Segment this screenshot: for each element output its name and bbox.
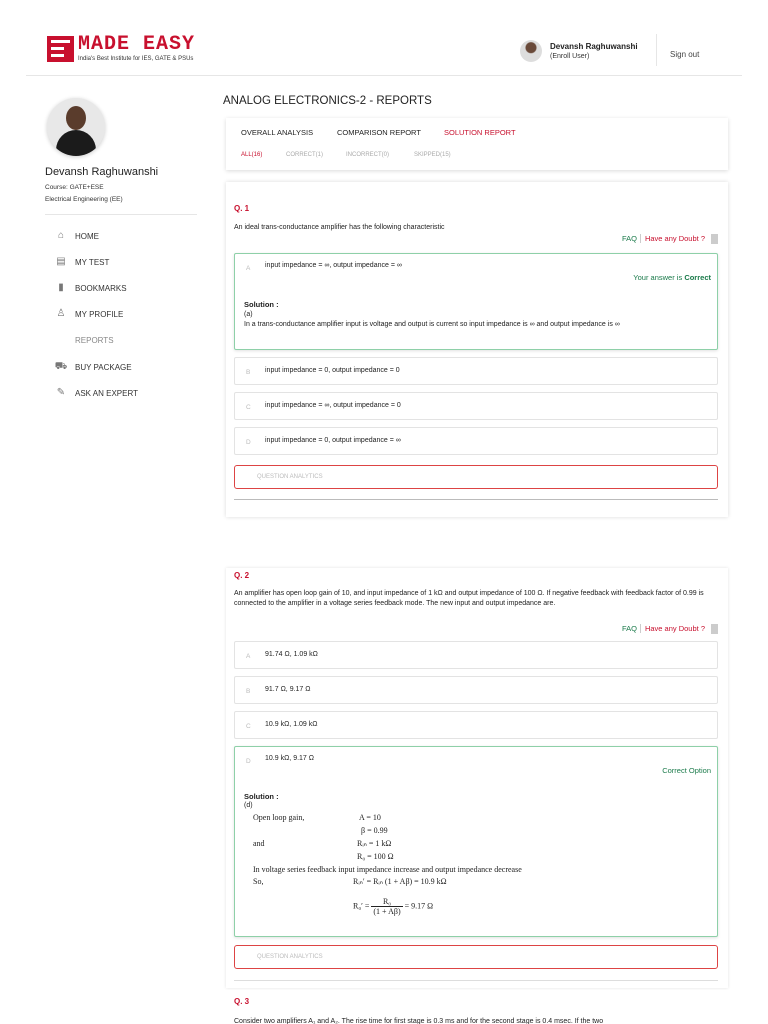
filter-skipped[interactable]: SKIPPED(15)	[414, 152, 451, 158]
page-title: ANALOG ELECTRONICS-2 - REPORTS	[223, 95, 432, 107]
header-divider	[656, 34, 657, 66]
option-text: input impedance = 0, output impedance = ∞	[265, 437, 401, 444]
option-d: D input impedance = 0, output impedance = ∞	[234, 427, 718, 455]
option-text: 10.9 kΩ, 9.17 Ω	[265, 755, 314, 762]
report-tabs	[226, 118, 728, 170]
have-doubt-link[interactable]: Have any Doubt ?	[640, 624, 705, 633]
solution-key: (a)	[244, 311, 253, 318]
sidebar-item-ask-expert[interactable]: ✎ ASK AN EXPERT	[54, 387, 138, 399]
profile-course: Course: GATE+ESE	[45, 184, 104, 191]
filter-all[interactable]: ALL(16)	[241, 152, 263, 158]
solution-key: (d)	[244, 802, 253, 809]
option-a	[234, 253, 718, 350]
bookmark-icon[interactable]	[711, 624, 718, 634]
faq-link[interactable]: FAQ	[621, 624, 637, 633]
question-card-3	[226, 990, 728, 1024]
profile-avatar	[47, 98, 105, 156]
user-icon: ♙	[56, 308, 66, 319]
faq-doubt-bar	[622, 234, 718, 244]
header-user-name: Devansh Raghuwanshi	[550, 42, 638, 51]
sidebar-divider	[45, 214, 197, 215]
option-c: C 10.9 kΩ, 1.09 kΩ	[234, 711, 718, 739]
option-letter: A	[246, 265, 251, 272]
sidebar-item-my-profile[interactable]: ♙ MY PROFILE	[54, 308, 123, 320]
question-card-1	[226, 182, 728, 517]
sidebar-item-my-test[interactable]: ▤ MY TEST	[54, 256, 109, 268]
profile-branch: Electrical Engineering (EE)	[45, 196, 123, 203]
logo-tagline: India's Best Institute for IES, GATE & PSUs	[78, 56, 194, 62]
option-d: D 10.9 kΩ, 9.17 Ω Correct Option Solution : (d) Open loop gain, A = 10 β = 0.99 and Rᵢₙ = 1 kΩ R₀ = 100 Ω In voltage series feedback input impedance increase and output impedance decrease So, Rᵢₙ′ = Rᵢₙ (1 + Aβ) = 10.9 kΩ R₀′ = $\frac{\text{R₀}}{(1 + A\beta)}$ = 9.17 Ω	[234, 746, 718, 937]
option-text: 91.74 Ω, 1.09 kΩ	[265, 651, 318, 658]
have-doubt-link[interactable]: Have any Doubt ?	[640, 234, 705, 243]
made-easy-logo[interactable]	[47, 33, 196, 62]
answer-status: Your answer is Correct	[633, 273, 711, 282]
solution-heading: Solution :	[244, 300, 279, 309]
question-text: Consider two amplifiers A₁ and A₂. The rise time for first stage is 0.3 ms and for the second stage is 0.4 msec. If the two	[234, 1018, 604, 1024]
bookmark-icon[interactable]	[711, 234, 718, 244]
question-number: Q. 3	[234, 997, 250, 1006]
sidebar-item-bookmarks[interactable]: ▮ BOOKMARKS	[54, 282, 127, 294]
profile-name: Devansh Raghuwanshi	[45, 166, 159, 178]
question-card-2	[226, 568, 728, 988]
faq-link[interactable]: FAQ	[621, 234, 637, 243]
home-icon: ⌂	[57, 230, 65, 241]
question-number: Q. 1	[234, 204, 250, 213]
header-user[interactable]	[520, 40, 638, 62]
tab-overall-analysis[interactable]: OVERALL ANALYSIS	[241, 128, 314, 137]
option-text: input impedance = ∞, output impedance = 0	[265, 402, 401, 409]
correct-option-label: Correct Option	[662, 766, 711, 775]
logo-mark-icon	[47, 36, 74, 62]
sidebar-item-home[interactable]: ⌂ HOME	[54, 230, 99, 242]
cart-icon: ⛟	[54, 361, 68, 372]
option-b: B input impedance = 0, output impedance = 0	[234, 357, 718, 385]
option-a: A 91.74 Ω, 1.09 kΩ	[234, 641, 718, 669]
header-avatar	[520, 40, 542, 62]
solution-heading: Solution :	[244, 792, 279, 801]
option-text: input impedance = 0, output impedance = 0	[265, 367, 400, 374]
faq-doubt-bar	[622, 624, 718, 634]
question-text: An ideal trans-conductance amplifier has the following characteristic	[234, 224, 445, 231]
tab-comparison-report[interactable]: COMPARISON REPORT	[337, 128, 421, 137]
question-number: Q. 2	[234, 571, 250, 580]
question-analytics-button[interactable]: QUESTION ANALYTICS	[234, 945, 718, 969]
option-b: B 91.7 Ω, 9.17 Ω	[234, 676, 718, 704]
option-c: C input impedance = ∞, output impedance = 0	[234, 392, 718, 420]
sign-out-link[interactable]: Sign out	[670, 50, 700, 59]
option-text: 91.7 Ω, 9.17 Ω	[265, 686, 311, 693]
sidebar-item-reports[interactable]: REPORTS	[75, 335, 114, 345]
solution-math: Open loop gain, A = 10 β = 0.99 and Rᵢₙ = 1 kΩ R₀ = 100 Ω In voltage series feedback input impedance increase and output impedance decrease So, Rᵢₙ′ = Rᵢₙ (1 + Aβ) = 10.9 kΩ R₀′ = $\frac{\text{R₀}}{(1 + A\beta)}$ = 9.17 Ω	[253, 813, 522, 916]
expert-icon: ✎	[56, 387, 66, 398]
logo-title: MADE EASY	[78, 33, 196, 56]
question-analytics-button[interactable]: QUESTION ANALYTICS	[234, 465, 718, 489]
tab-solution-report[interactable]: SOLUTION REPORT	[444, 128, 516, 137]
filter-incorrect[interactable]: INCORRECT(0)	[346, 152, 389, 158]
top-header	[26, 26, 742, 76]
filter-correct[interactable]: CORRECT(1)	[286, 152, 323, 158]
option-text: input impedance = ∞, output impedance = ∞	[265, 262, 402, 269]
option-text: 10.9 kΩ, 1.09 kΩ	[265, 721, 318, 728]
test-icon: ▤	[56, 256, 66, 267]
solution-text: In a trans-conductance amplifier input is voltage and output is current so input impedance is ∞ and output impedance is ∞	[244, 321, 620, 328]
sidebar-item-buy-package[interactable]: ⛟ BUY PACKAGE	[54, 361, 132, 372]
question-text: An amplifier has open loop gain of 10, and input impedance of 1 kΩ and output impedance of 100 Ω. If negative feedback with feedback factor of 0.99 is connected to the amplifier in a voltage series feedback mode. The new input and output impedance are.	[234, 590, 704, 607]
header-user-role: (Enroll User)	[550, 53, 590, 60]
bookmark-icon: ▮	[58, 282, 64, 293]
